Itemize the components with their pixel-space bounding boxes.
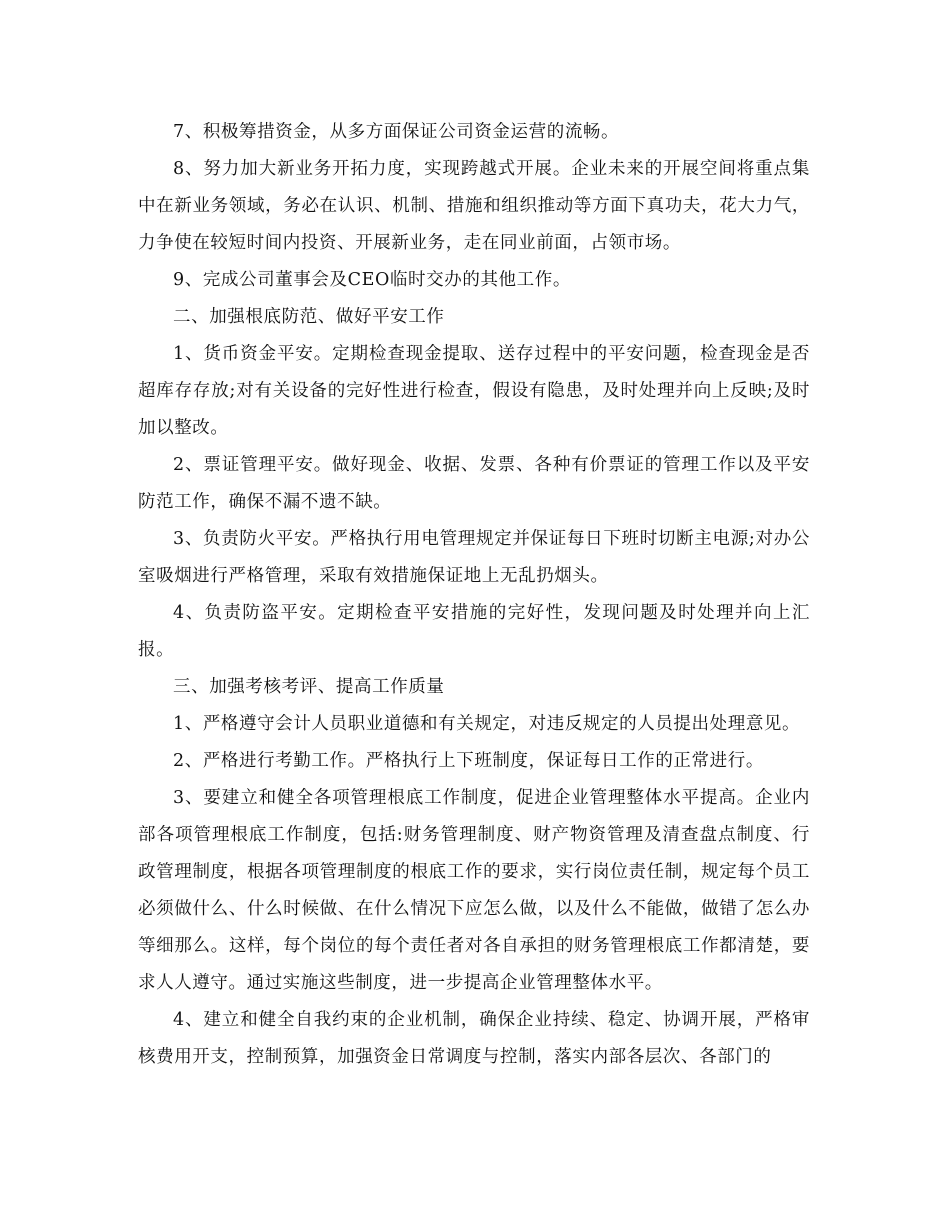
paragraph-item-2-attendance: 2、严格进行考勤工作。严格执行上下班制度，保证每日工作的正常进行。 bbox=[173, 751, 764, 771]
document-body bbox=[138, 114, 810, 1076]
paragraph-item-8-new-business: 8、努力加大新业务开拓力度，实现跨越式开展。企业未来的开展空间将重点集中在新业务领域，务必在认识、机制、措施和组织推动等方面下真功夫，花大力气，力争使在较短时间内投资、开展新业务，走在同业前面，占领市场。 bbox=[138, 159, 810, 253]
paragraph-item-3-fire-safety: 3、负责防火平安。严格执行用电管理规定并保证每日下班时切断主电源;对办公室吸烟进行严格管理，采取有效措施保证地上无乱扔烟头。 bbox=[138, 529, 810, 586]
paragraph-item-9-other-work: 9、完成公司董事会及CEO临时交办的其他工作。 bbox=[173, 270, 571, 290]
paragraph-item-1-cash-safety: 1、货币资金平安。定期检查现金提取、送存过程中的平安问题，检查现金是否超库存存放;对有关设备的完好性进行检查，假设有隐患，及时处理并向上反映;及时加以整改。 bbox=[138, 344, 810, 438]
paragraph-item-1-ethics: 1、严格遵守会计人员职业道德和有关规定，对违反规定的人员提出处理意见。 bbox=[173, 714, 801, 734]
paragraph-item-7-funding: 7、积极筹措资金，从多方面保证公司资金运营的流畅。 bbox=[173, 122, 620, 142]
section-heading-2-safety: 二、加强根底防范、做好平安工作 bbox=[173, 307, 445, 327]
paragraph-item-2-voucher-safety: 2、票证管理平安。做好现金、收据、发票、各种有价票证的管理工作以及平安防范工作，确保不漏不遗不缺。 bbox=[138, 455, 810, 512]
paragraph-item-4-theft-safety: 4、负责防盗平安。定期检查平安措施的完好性，发现问题及时处理并向上汇报。 bbox=[138, 603, 810, 660]
paragraph-item-3-management-systems: 3、要建立和健全各项管理根底工作制度，促进企业管理整体水平提高。企业内部各项管理根底工作制度，包括:财务管理制度、财产物资管理及清查盘点制度、行政管理制度，根据各项管理制度的根底工作的要求，实行岗位责任制，规定每个员工必须做什么、什么时候做、在什么情况下应怎么做，以及什么不能做，做错了怎么办等细那么。这样，每个岗位的每个责任者对各自承担的财务管理根底工作都清楚，要求人人遵守。通过实施这些制度，进一步提高企业管理整体水平。 bbox=[138, 788, 810, 993]
paragraph-item-4-self-discipline: 4、建立和健全自我约束的企业机制，确保企业持续、稳定、协调开展，严格审核费用开支，控制预算，加强资金日常调度与控制，落实内部各层次、各部门的 bbox=[138, 1010, 810, 1067]
section-heading-3-assessment: 三、加强考核考评、提高工作质量 bbox=[173, 677, 445, 697]
